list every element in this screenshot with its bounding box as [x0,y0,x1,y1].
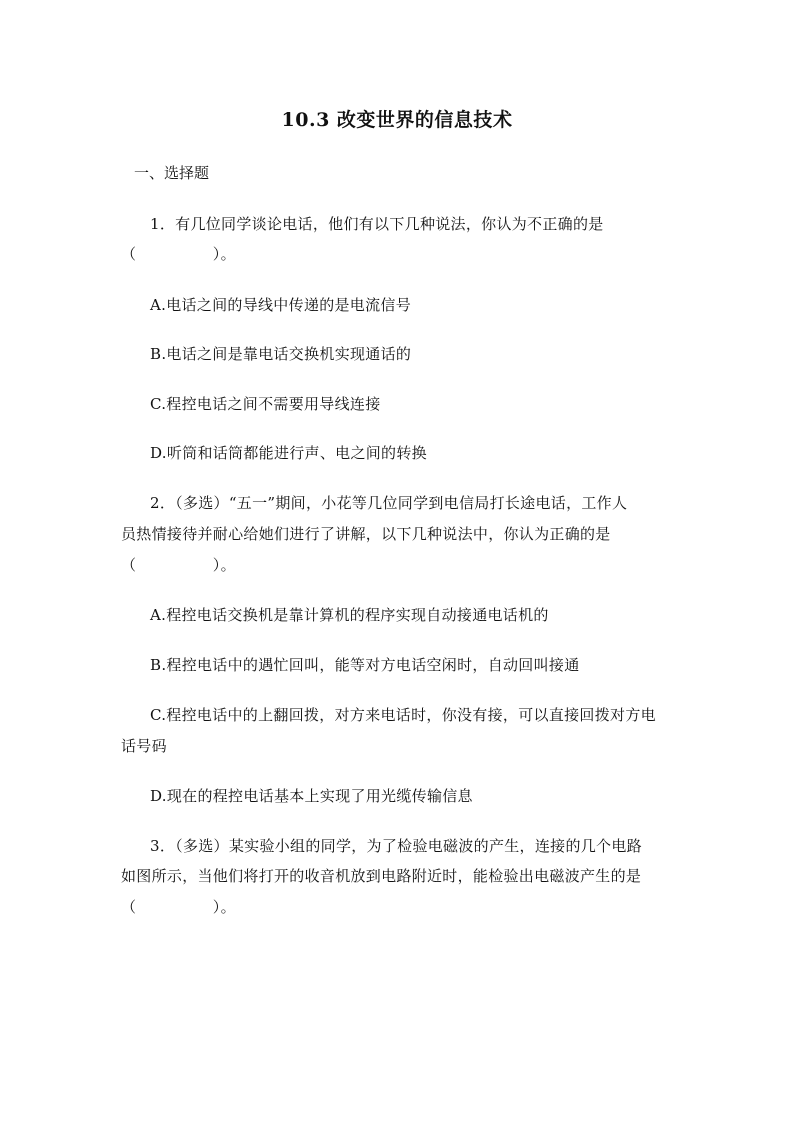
question-3-answer-blank: （ ）。 [121,898,236,916]
question-1-option-a: A.电话之间的导线中传递的是电流信号 [150,296,412,314]
question-1-option-d: D.听筒和话筒都能进行声、电之间的转换 [150,444,427,462]
question-2-line-1: 2．（多选）“五一”期间，小花等几位同学到电信局打长途电话，工作人 [150,494,628,512]
question-1-answer-blank: （ ）。 [121,245,236,263]
question-2-answer-blank: （ ）。 [121,556,236,574]
question-2-option-b: B.程控电话中的遇忙回叫，能等对方电话空闲时，自动回叫接通 [150,656,580,674]
question-1-option-b: B.电话之间是靠电话交换机实现通话的 [150,345,412,363]
question-3-line-2: 如图所示，当他们将打开的收音机放到电路附近时，能检验出电磁波产生的是 [121,867,642,885]
question-2-line-2: 员热情接待并耐心给她们进行了讲解，以下几种说法中，你认为正确的是 [121,525,611,543]
question-2-option-a: A.程控电话交换机是靠计算机的程序实现自动接通电话机的 [150,606,549,624]
question-2-option-c: C.程控电话中的上翻回拨，对方来电话时，你没有接，可以直接回拨对方电 [150,706,656,724]
question-2-option-c-continued: 话号码 [121,737,167,755]
question-1-option-c: C.程控电话之间不需要用导线连接 [150,395,381,413]
question-1-line-1: 1．有几位同学谈论电话，他们有以下几种说法，你认为不正确的是 [150,215,604,233]
question-2-option-d: D.现在的程控电话基本上实现了用光缆传输信息 [150,787,473,805]
question-3-line-1: 3．（多选）某实验小组的同学，为了检验电磁波的产生，连接的几个电路 [150,837,642,855]
document-title: 10.3 改变世界的信息技术 [281,109,513,131]
section-heading: 一、选择题 [134,164,210,182]
